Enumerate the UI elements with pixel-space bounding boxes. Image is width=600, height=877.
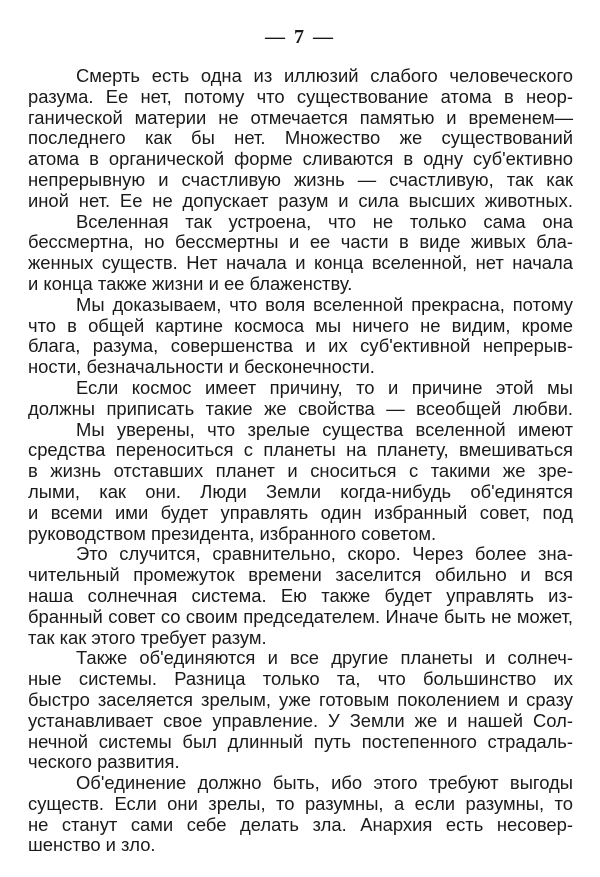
text-line: Мы доказываем, что воля вселенной прекрасна, потому [76,293,573,315]
paragraph-6 [28,544,573,648]
text-line: должны приписать такие же свойства — всеобщей любви. [28,397,573,419]
text-line: быстро заселяется зрелым, уже готовым поколением и сразу [28,688,573,710]
text-line: иной нет. Ее не допускает разум и сила высших животных. [28,189,573,211]
text-line: ганической материи не отмечается памятью и временем— [28,106,573,128]
text-line: в жизнь отставших планет и сноситься с такими же зре- [28,460,573,482]
text-line: бранный совет со своим председателем. Иначе быть не может, [28,605,573,627]
page-number: — 7 — [265,26,335,48]
text-line: руководством президента, избранного советом. [28,522,437,544]
text-line: атома в органической форме сливаются в одну суб'ективно [28,148,573,170]
text-line: шенство и зло. [28,834,156,856]
text-line: Также об'единяются и все другие планеты и солнеч- [76,647,573,669]
text-line: наша солнечная система. Ею также будет управлять из- [28,584,573,606]
paragraph-1 [28,66,573,212]
text-line: Смерть есть одна из иллюзий слабого человеческого [76,65,573,86]
paragraph-4 [28,378,573,420]
text-line: нечной системы был длинный путь постепенного страдаль- [28,730,573,752]
text-line: и конца также жизни и ее блаженству. [28,272,353,294]
text-line: женных существ. Нет начала и конца вселенной, нет начала [28,252,573,274]
text-line: непрерывную и счастливую жизнь — счастливую, так как [28,168,573,190]
text-line: лыми, как они. Люди Земли когда-нибудь об'единятся [28,480,573,502]
text-line: ческого развития. [28,751,180,773]
text-line: чительный промежуток времени заселится обильно и вся [28,564,573,586]
text-line: что в общей картине космоса мы ничего не видим, кроме [28,314,573,336]
text-line: ные системы. Разница только та, что большинство их [28,668,573,690]
text-line: Это случится, сравнительно, скоро. Через более зна- [76,543,573,565]
text-line: разума. Ее нет, потому что существование атома в неор- [28,85,573,107]
text-line: средства переноситься с планеты на планету, вмешиваться [28,439,573,461]
text-line: не станут сами себе делать зла. Анархия есть несовер- [28,813,573,835]
paragraph-7 [28,648,573,773]
text-line: ности, безначальности и бесконечности. [28,356,375,378]
text-line: блага, разума, совершенства и их суб'ективной непрерыв- [28,335,573,357]
text-line: Вселенная так устроена, что не только сама она [76,210,573,232]
text-line: и всеми ими будет управлять один избранный совет, под [28,501,573,523]
body-text [28,66,573,856]
text-line: Об'единение должно быть, ибо этого требуют выгоды [76,772,573,794]
paragraph-2 [28,212,573,295]
text-line: так как этого требует разум. [28,626,267,648]
text-line: бессмертна, но бессмертны и ее части в виде живых бла- [28,231,573,253]
paragraph-3 [28,295,573,378]
text-line: Если космос имеет причину, то и причине этой мы [76,376,573,398]
text-line: Мы уверены, что зрелые существа вселенной имеют [76,418,573,440]
paragraph-5 [28,420,573,545]
text-line: последнего как бы нет. Множество же существований [28,127,573,149]
text-line: существ. Если они зрелы, то разумны, а если разумны, то [28,792,573,814]
text-line: устанавливает свое управление. У Земли же и нашей Сол- [28,709,573,731]
paragraph-8 [28,773,573,856]
